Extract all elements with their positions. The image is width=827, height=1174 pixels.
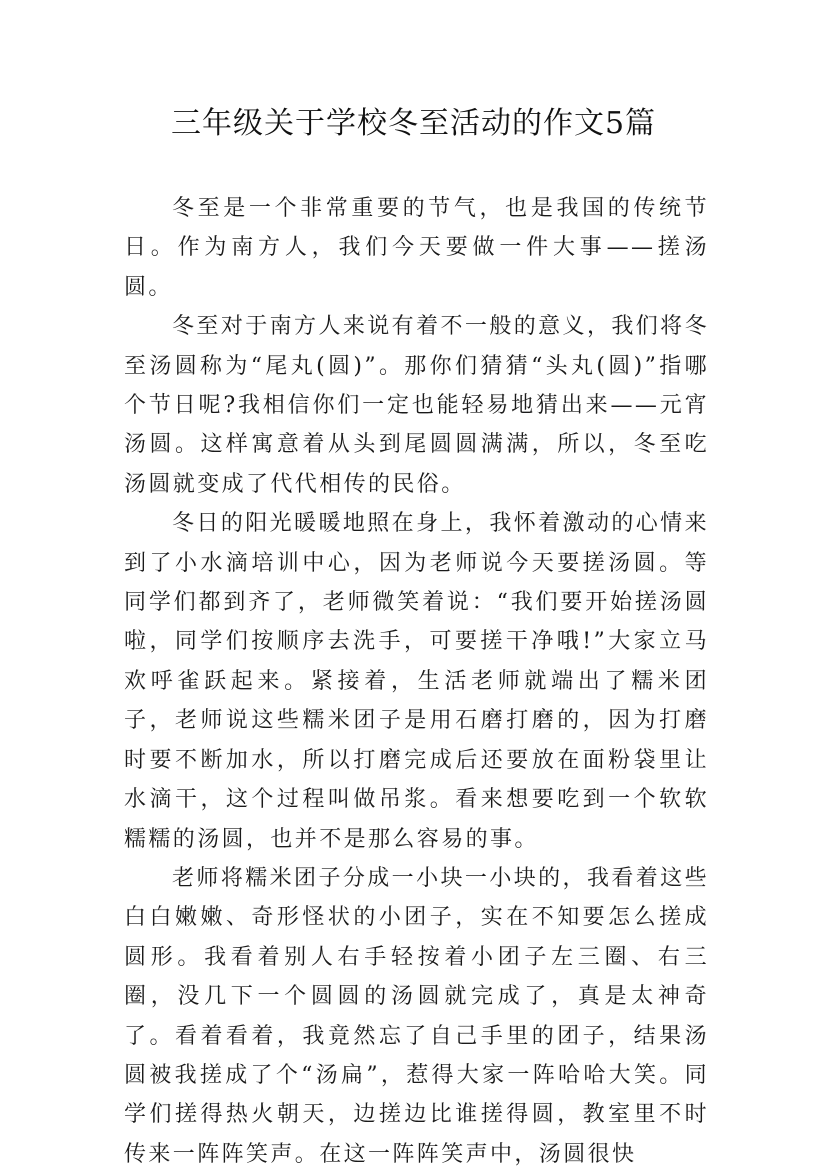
document-title: 三年级关于学校冬至活动的作文5篇 [170,106,657,141]
paragraph: 冬日的阳光暖暖地照在身上，我怀着激动的心情来到了小水滴培训中心，因为老师说今天要搓汤圆。等同学们都到齐了，老师微笑着说：“我们要开始搓汤圆啦，同学们按顺序去洗手，可要搓干净哦!”大家立马欢呼雀跃起来。紧接着，生活老师就端出了糯米团子，老师说这些糯米团子是用石磨打磨的，因为打磨时要不断加水，所以打磨完成后还要放在面粉袋里让水滴干，这个过程叫做吊浆。看来想要吃到一个软软糯糯的汤圆，也并不是那么容易的事。 [124,511,709,852]
document-body [124,189,709,1174]
paragraph: 冬至是一个非常重要的节气，也是我国的传统节日。作为南方人，我们今天要做一件大事——搓汤圆。 [124,196,709,300]
paragraph: 老师将糯米团子分成一小块一小块的，我看着这些白白嫩嫩、奇形怪状的小团子，实在不知要怎么搓成圆形。我看着别人右手轻按着小团子左三圈、右三圈，没几下一个圆圆的汤圆就完成了，真是太神奇了。看着看着，我竟然忘了自己手里的团子，结果汤圆被我搓成了个“汤扁”，惹得大家一阵哈哈大笑。同学们搓得热火朝天，边搓边比谁搓得圆，教室里不时传来一阵阵笑声。在这一阵阵笑声中，汤圆很快 [124,865,709,1167]
paragraph: 冬至对于南方人来说有着不一般的意义，我们将冬至汤圆称为“尾丸(圆)”。那你们猜猜“头丸(圆)”指哪个节日呢?我相信你们一定也能轻易地猜出来——元宵汤圆。这样寓意着从头到尾圆圆满满，所以，冬至吃汤圆就变成了代代相传的民俗。 [124,314,709,497]
